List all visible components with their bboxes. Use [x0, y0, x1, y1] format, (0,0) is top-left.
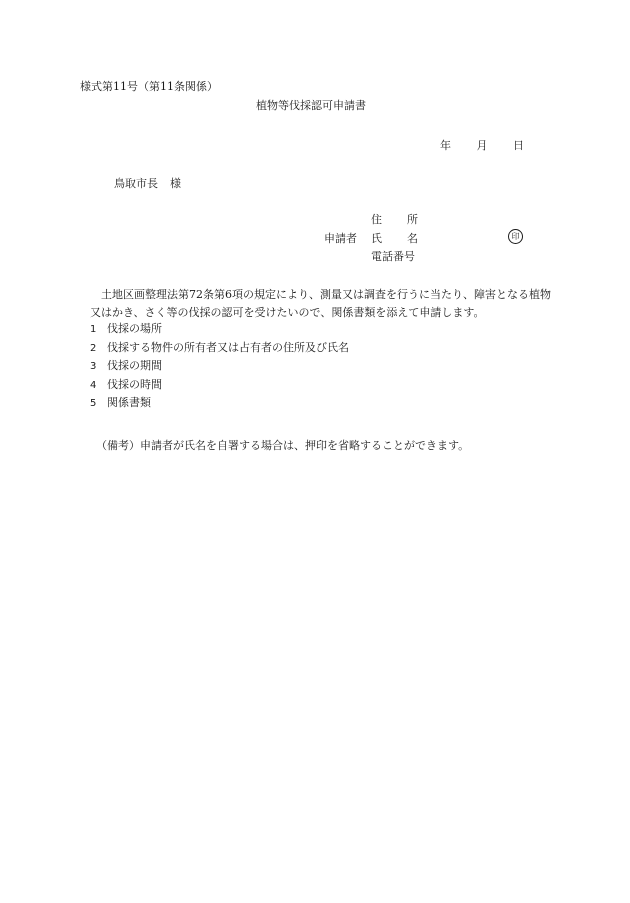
name-label: 氏 名	[371, 232, 418, 245]
addressee	[114, 175, 181, 191]
list-item: 3 伐採の期間	[90, 359, 162, 373]
form-number: 様式第11号（第11条関係）	[80, 80, 218, 93]
address-label: 住 所	[371, 213, 418, 226]
date-line	[440, 137, 524, 153]
date-day-label: 日	[513, 139, 524, 152]
applicant-name-row	[0, 230, 630, 246]
item-list	[90, 320, 349, 413]
date-month-label: 月	[476, 139, 488, 152]
phone-label: 電話番号	[371, 250, 415, 263]
applicant-address-row	[0, 211, 630, 227]
body-paragraph: 土地区画整理法第72条第6項の規定により、測量又は調査を行うに当たり、障害となる植物又はかき、さく等の伐採の認可を受けたいので、関係書類を添えて申請します。	[90, 288, 551, 319]
seal-mark: 印	[508, 229, 523, 244]
list-item: 1 伐採の場所	[90, 322, 162, 335]
date-year-label: 年	[440, 139, 451, 152]
list-item: 4 伐採の時間	[90, 377, 162, 391]
applicant-role-label: 申請者	[324, 232, 357, 245]
addressee-honorific: 様	[170, 177, 181, 190]
document-title: 植物等伐採認可申請書	[256, 99, 366, 112]
list-item: 5 関係書類	[90, 396, 151, 410]
applicant-phone-row	[0, 248, 630, 264]
addressee-name: 鳥取市長	[114, 177, 158, 190]
list-item: 2 伐採する物件の所有者又は占有者の住所及び氏名	[90, 340, 349, 354]
remark-note: （備考）申請者が氏名を自署する場合は、押印を省略することができます。	[96, 439, 470, 452]
